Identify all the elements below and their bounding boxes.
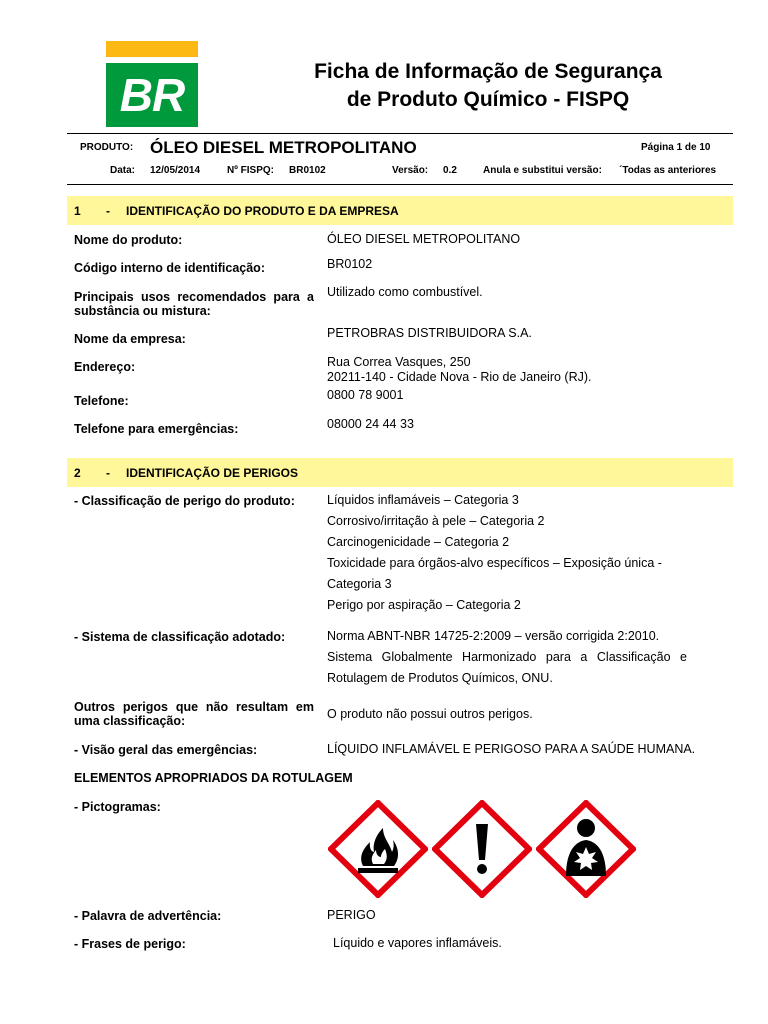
date-label: Data:: [110, 165, 136, 176]
company-value: PETROBRAS DISTRIBUIDORA S.A.: [327, 326, 532, 340]
pictograms-label: - Pictogramas:: [74, 800, 161, 814]
logo-yellow-stripe: [106, 41, 198, 57]
replaces-value: ´Todas as anteriores: [619, 165, 717, 176]
date-value: 12/05/2014: [150, 165, 201, 176]
company-label: Nome da empresa:: [74, 332, 186, 346]
product-name: ÓLEO DIESEL METROPOLITANO: [150, 138, 417, 157]
internal-code-label: Código interno de identificação:: [74, 261, 265, 275]
exclamation-icon: [432, 800, 532, 898]
title-line-1: Ficha de Informação de Segurança: [314, 60, 662, 83]
system-line: Norma ABNT-NBR 14725-2:2009 – versão corrigida 2:2010.: [327, 629, 660, 643]
classification-item: Líquidos inflamáveis – Categoria 3: [327, 493, 519, 507]
product-label: PRODUTO:: [80, 142, 134, 153]
replaces-label: Anula e substitui versão:: [483, 165, 602, 176]
pictograms: [328, 800, 638, 898]
emergency-phone-value: 08000 24 44 33: [327, 417, 414, 431]
address-line-2: 20211-140 - Cidade Nova - Rio de Janeiro (RJ).: [327, 370, 592, 384]
signal-word-value: PERIGO: [327, 908, 376, 922]
address-value: [327, 355, 687, 385]
section-1-title: IDENTIFICAÇÃO DO PRODUTO E DA EMPRESA: [126, 203, 399, 218]
system-label: - Sistema de classificação adotado:: [74, 630, 286, 644]
br-logo: [106, 41, 198, 127]
health-hazard-icon: [536, 800, 636, 898]
section-2-header: [67, 458, 733, 487]
section-1-dash: -: [106, 203, 110, 218]
fispq-label: Nº FISPQ:: [227, 165, 274, 176]
classification-item: Perigo por aspiração – Categoria 2: [327, 598, 521, 612]
classification-item: Toxicidade para órgãos-alvo específicos – Exposição única -: [327, 556, 662, 570]
system-line: Sistema Globalmente Harmonizado para a Classificação e: [327, 650, 687, 664]
other-hazards-value: O produto não possui outros perigos.: [327, 707, 533, 721]
address-line-1: Rua Correa Vasques, 250: [327, 355, 471, 369]
version-value: 0.2: [443, 165, 457, 176]
product-name-label: Nome do produto:: [74, 233, 183, 247]
fispq-value: BR0102: [289, 165, 326, 176]
section-1-header: [67, 196, 733, 225]
system-line: Rotulagem de Produtos Químicos, ONU.: [327, 671, 553, 685]
divider-meta: [67, 184, 733, 185]
emergency-phone-label: Telefone para emergências:: [74, 422, 239, 436]
page-number: Página 1 de 10: [641, 142, 711, 153]
section-2-dash: -: [106, 465, 110, 480]
title-line-2: de Produto Químico - FISPQ: [346, 88, 630, 111]
document-title: [228, 58, 748, 114]
classification-item: Corrosivo/irritação à pele – Categoria 2: [327, 514, 545, 528]
hazard-phrases-label: - Frases de perigo:: [74, 937, 186, 951]
classification-item: Carcinogenicidade – Categoria 2: [327, 535, 510, 549]
divider-top: [67, 133, 733, 134]
phone-value: 0800 78 9001: [327, 388, 404, 402]
section-2-number: 2: [74, 465, 81, 480]
emergency-overview-value: LÍQUIDO INFLAMÁVEL E PERIGOSO PARA A SAÚDE HUMANA.: [327, 742, 696, 756]
classification-item: Categoria 3: [327, 577, 392, 591]
uses-value: Utilizado como combustível.: [327, 285, 483, 299]
signal-word-label: - Palavra de advertência:: [74, 909, 222, 923]
product-row: [67, 138, 733, 158]
version-label: Versão:: [392, 165, 429, 176]
address-label: Endereço:: [74, 360, 136, 374]
other-hazards-label: Outros perigos que não resultam em uma classificação:: [74, 700, 314, 728]
product-name-value: ÓLEO DIESEL METROPOLITANO: [327, 232, 521, 246]
logo-green-block: [106, 63, 198, 127]
flame-icon: [328, 800, 428, 898]
section-2-title: IDENTIFICAÇÃO DE PERIGOS: [126, 465, 299, 480]
hazard-phrases-value: Líquido e vapores inflamáveis.: [333, 936, 502, 950]
emergency-overview-label: - Visão geral das emergências:: [74, 743, 258, 757]
meta-row: [67, 165, 733, 179]
uses-label: Principais usos recomendados para a substância ou mistura:: [74, 290, 314, 318]
system-value: [327, 626, 687, 689]
classification-label: - Classificação de perigo do produto:: [74, 494, 295, 508]
logo-text: BR: [119, 69, 185, 121]
internal-code-value: BR0102: [327, 257, 373, 271]
phone-label: Telefone:: [74, 394, 129, 408]
labeling-elements-heading: ELEMENTOS APROPRIADOS DA ROTULAGEM: [74, 771, 353, 785]
section-1-number: 1: [74, 203, 81, 218]
classification-list: [327, 490, 687, 616]
